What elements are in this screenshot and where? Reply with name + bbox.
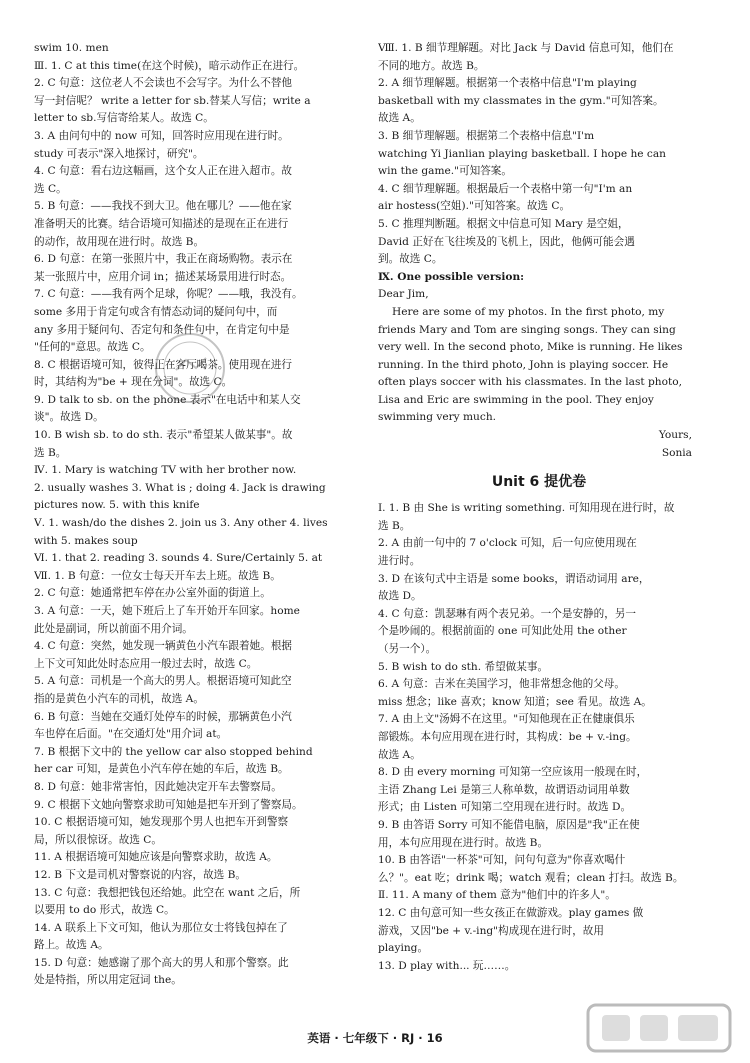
answer-line: study 可表示"深入地探讨，研究"。 (34, 147, 204, 160)
answer-line: 7. C 句意：——我有两个足球，你呢？——哦，我没有。 (34, 288, 303, 301)
answer-line: 形式；由 Listen 可知第二空用现在进行时。故选 D。 (378, 801, 632, 814)
answer-line: any 多用于疑问句、否定句和条件句中，在肯定句中是 (34, 323, 290, 336)
answer-line: pictures now. 5. with this knife (34, 499, 200, 512)
answer-line: 8. D 句意：她非常害怕，因此她决定开车去警察局。 (34, 780, 282, 793)
answer-line: 13. C 句意：我想把钱包还给她。此空在 want 之后，所 (34, 886, 301, 899)
answer-line: Ⅱ. 11. A many of them 意为"他们中的许多人"。 (378, 889, 616, 902)
essay-line: often plays soccer with his classmates. In the last photo, (378, 376, 683, 389)
answer-line: 2. A 细节理解题。根据第一个表格中信息"I'm playing (378, 77, 637, 90)
answer-line: 以要用 to do 形式，故选 C。 (34, 904, 175, 917)
answer-line: 进行时。 (378, 555, 421, 568)
answer-line: 7. B 根据下文中的 the yellow car also stopped behind (34, 745, 313, 758)
answer-line: Ⅳ. 1. Mary is watching TV with her brother now. (34, 464, 297, 477)
answer-line: 5. C 推理判断题。根据文中信息可知 Mary 是空姐， (378, 217, 629, 230)
answer-line: Ⅴ. 1. wash/do the dishes 2. join us 3. Any other 4. lives (34, 517, 328, 530)
answer-line: 10. B 由答语"一杯茶"可知，问句句意为"你喜欢喝什 (378, 854, 626, 867)
answer-line: Ⅶ. 1. B 句意：一位女士每天开车去上班。故选 B。 (34, 569, 281, 582)
answer-line: Ⅷ. 1. B 细节理解题。对比 Jack 与 David 信息可知，他们在 (378, 42, 674, 54)
answer-line: 部锻炼。本句应用现在进行时，其构成：be + v.-ing。 (378, 730, 637, 743)
answer-line: 6. B 句意：当她在交通灯处停车的时候，那辆黄色小汽 (34, 710, 292, 723)
answer-line: 3. B 细节理解题。根据第二个表格中信息"I'm (378, 129, 595, 142)
answer-line: 2. C 句意：这位老人不会读也不会写字。为什么不替他 (34, 77, 293, 90)
unit-title: Unit 6 提优卷 (491, 474, 587, 491)
answer-line: her car 可知，是黄色小汽车停在她的车后，故选 B。 (34, 763, 289, 776)
answer-line: 处是特指，所以用定冠词 the。 (34, 974, 182, 987)
answer-line: 主语 Zhang Lei 是第三人称单数，故谓语动词用单数 (378, 783, 630, 796)
answer-line: 9. B 由答语 Sorry 可知不能借电脑，原因是"我"正在使 (378, 818, 640, 831)
answer-line: basketball with my classmates in the gym."可知答案。 (378, 94, 664, 107)
answer-line: 12. C 由句意可知一些女孩正在做游戏。play games 做 (378, 906, 644, 919)
answer-line: 不同的地方。故选 B。 (378, 59, 485, 72)
right-column (378, 40, 700, 975)
answer-line: 3. D 在该句式中主语是 some books，谓语动词用 are， (378, 572, 650, 585)
seal-stamp (152, 330, 228, 406)
answer-line: 10. B wish sb. to do sth. 表示"希望某人做某事"。故 (34, 429, 293, 442)
answer-line: 时，其结构为"be + 现在分词"。故选 C。 (34, 376, 233, 389)
essay-label: Ⅸ. One possible version: (378, 270, 525, 283)
answer-line: David 正好在飞往埃及的飞机上，因此，他俩可能会遇 (378, 235, 635, 248)
answer-line: 9. D talk to sb. on the phone 表示"在电话中和某人交 (34, 393, 301, 406)
answer-line: 4. C 句意：凯瑟琳有两个表兄弟。一个是安静的，另一 (378, 607, 637, 620)
answer-line: Ⅲ. 1. C at this time(在这个时候)，暗示动作正在进行。 (34, 59, 305, 72)
answer-line: 7. A 由上文"汤姆不在这里。"可知他现在正在健康俱乐 (378, 713, 635, 726)
answer-line: 的动作，故用现在进行时。故选 B。 (34, 235, 205, 248)
left-column (34, 40, 362, 990)
answer-line: 9. C 根据下文她向警察求助可知她是把车开到了警察局。 (34, 798, 303, 811)
answer-line: 此处是副词，所以前面不用介词。 (34, 622, 193, 635)
answer-line: 上下文可知此处时态应用一般过去时，故选 C。 (34, 657, 258, 670)
answer-line: 故选 A。 (378, 748, 421, 761)
answer-line: 3. A 句意：一天，她下班后上了车开始开车回家。home (34, 605, 300, 617)
answer-line: 8. D 由 every morning 可知第一空应该用一般现在时， (378, 766, 648, 779)
answer-line: 10. C 根据语境可知，她发现那个男人也把车开到警察 (34, 816, 289, 829)
answer-line: 个是吵闹的。根据前面的 one 可知此处用 the other (378, 625, 627, 638)
answer-line: 11. A 根据语境可知她应该是向警察求助，故选 A。 (34, 851, 278, 864)
answer-line: 局，所以很惊讶。故选 C。 (34, 833, 163, 846)
answer-line: 6. A 句意：吉米在美国学习，他非常想念他的父母。 (378, 678, 625, 691)
answer-line: （另一个）。 (378, 643, 437, 655)
answer-line: 2. usually washes 3. What is ; doing 4. Jack is drawing (34, 481, 326, 494)
answer-line: playing。 (378, 942, 429, 955)
answer-line: 5. B 句意：——我找不到大卫。他在哪儿？——他在家 (34, 200, 292, 213)
answer-line: 8. C 根据语境可知，彼得正在客厅喝茶。使用现在进行 (34, 358, 293, 371)
answer-line: 13. D play with... 玩……。 (378, 959, 516, 972)
answer-line: 5. A 句意：司机是一个高大的男人。根据语境可知此空 (34, 675, 292, 688)
essay-signature: Sonia (661, 446, 692, 459)
answer-line: 指的是黄色小汽车的司机，故选 A。 (34, 692, 204, 705)
answer-line: 某一张照片中，应用介词 in；描述某场景用进行时态。 (34, 270, 292, 283)
answer-line: Ⅰ. 1. B 由 She is writing something. 可知用现在进行时，故 (378, 502, 675, 515)
answer-line: win the game."可知答案。 (378, 165, 512, 178)
answer-line: 4. C 细节理解题。根据最后一个表格中第一句"I'm an (378, 182, 633, 195)
answer-line: 14. A 联系上下文可知，他认为那位女士将钱包掉在了 (34, 921, 288, 934)
essay-greeting: Dear Jim, (378, 288, 429, 301)
answer-line: 到。故选 C。 (378, 253, 443, 266)
answer-line: 路上。故选 A。 (34, 939, 109, 952)
answer-line: 写一封信呢？ write a letter for sb.替某人写信；write a (34, 94, 311, 107)
answer-line: some 多用于肯定句或含有情态动词的疑问句中，而 (34, 305, 278, 318)
answer-line: 5. B wish to do sth. 希望做某事。 (378, 660, 549, 673)
answer-line: 4. C 句意：看右边这幅画，这个女人正在进入超市。故 (34, 165, 293, 178)
answer-line: 选 C。 (34, 182, 67, 195)
answer-line: "任何的"意思。故选 C。 (34, 341, 151, 354)
answer-line: 准备明天的比赛。结合语境可知描述的是现在正在进行 (34, 217, 289, 230)
answer-line: miss 想念；like 喜欢；know 知道；see 看见。故选 A。 (378, 695, 652, 708)
answer-line: 用，本句应用现在进行时。故选 B。 (378, 836, 549, 849)
essay-line: running. In the third photo, John is playing soccer. He (378, 358, 669, 371)
answer-line: 3. A 由问句中的 now 可知，回答时应用现在进行时。 (34, 129, 289, 142)
essay-line: friends Mary and Tom are singing songs. They can sing (378, 323, 676, 336)
answer-line: 么？"。eat 吃；drink 喝；watch 观看；clean 打扫。故选 B。 (378, 871, 684, 884)
essay-line: Here are some of my photos. In the first photo, my (392, 305, 665, 318)
answer-line: 6. D 句意：在第一张照片中，我正在商场购物。表示在 (34, 253, 293, 266)
answer-line: swim 10. men (34, 42, 109, 54)
answer-line: 12. B 下文是司机对警察说的内容，故选 B。 (34, 868, 247, 881)
essay-line: very well. In the second photo, Mike is running. He likes (378, 341, 683, 354)
essay-closing: Yours, (658, 429, 692, 442)
answer-line: 15. D 句意：她感谢了那个高大的男人和那个警察。此 (34, 956, 289, 969)
answer-line: 2. C 句意：她通常把车停在办公室外面的街道上。 (34, 587, 271, 600)
answer-line: watching Yi Jianlian playing basketball. I hope he can (378, 147, 666, 160)
answer-line: 谈"。故选 D。 (34, 411, 104, 424)
answer-line: 选 B。 (378, 519, 411, 532)
answer-line: 4. C 句意：突然，她发现一辆黄色小汽车跟着她。根据 (34, 640, 293, 653)
page-footer: 英语 · 七年级下 · RJ · 16 (307, 1031, 443, 1045)
answer-line: with 5. makes soup (34, 534, 138, 547)
answer-line: Ⅵ. 1. that 2. reading 3. sounds 4. Sure/Certainly 5. at (34, 552, 323, 565)
answer-line: 车也停在后面。"在交通灯处"用介词 at。 (34, 728, 228, 741)
answer-line: 故选 D。 (378, 590, 422, 603)
answer-line: 游戏，又因"be + v.-ing"构成现在进行时，故用 (378, 924, 604, 937)
answer-line: 2. A 由前一句中的 7 o'clock 可知，后一句应使用现在 (378, 537, 637, 550)
answer-line: 选 B。 (34, 446, 67, 459)
essay-line: Lisa and Eric are swimming in the pool. They enjoy (378, 393, 654, 406)
answer-line: letter to sb.写信寄给某人。故选 C。 (34, 112, 214, 125)
essay-line: swimming very much. (378, 411, 497, 424)
watermark-logo (584, 999, 734, 1057)
answer-line: 故选 A。 (378, 112, 421, 125)
answer-line: air hostess(空姐)."可知答案。故选 C。 (378, 200, 571, 213)
